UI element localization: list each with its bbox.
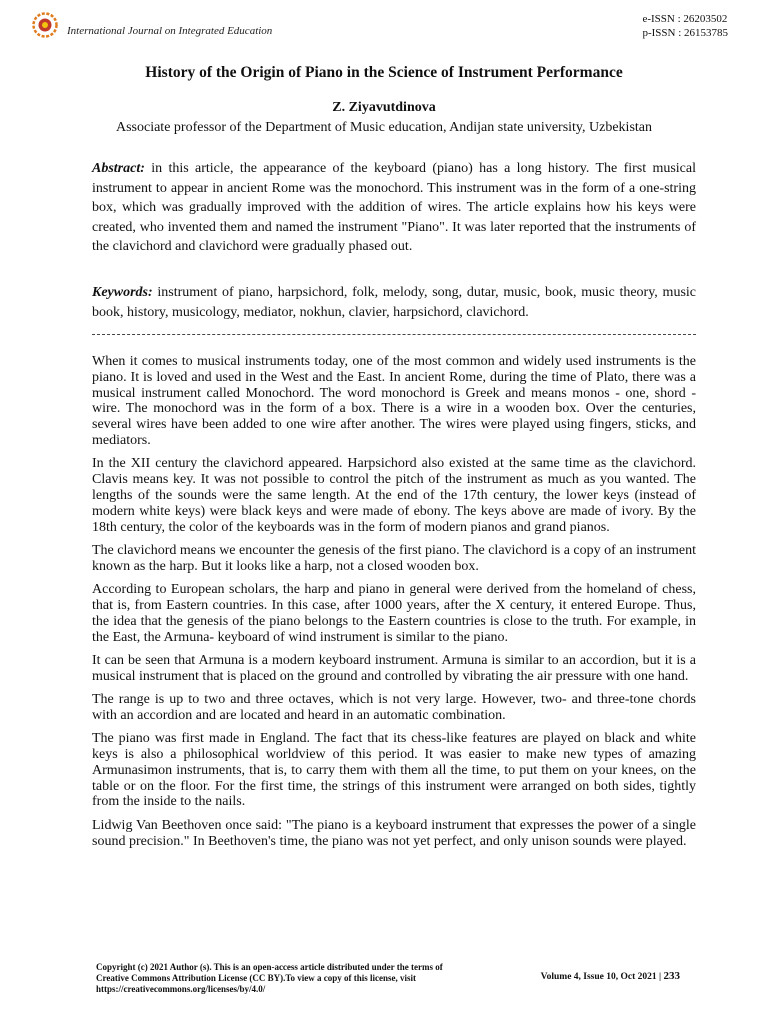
issn-block	[642, 12, 728, 40]
body-paragraph: Lidwig Van Beethoven once said: "The piano is a keyboard instrument that expresses the power of a single sound precision." In Beethoven's time, the piano was not yet perfect, and only unison sounds were played.	[92, 817, 696, 849]
keywords-text: instrument of piano, harpsichord, folk, melody, song, dutar, music, book, music theory, music book, history, musicology, mediator, nokhun, clavier, harpsichord, clavichord.	[92, 285, 696, 320]
keywords	[92, 283, 696, 322]
keywords-label: Keywords:	[92, 285, 153, 300]
page-number: 233	[663, 970, 680, 982]
article-author: Z. Ziyavutdinova	[332, 100, 436, 115]
abstract	[92, 159, 696, 257]
p-issn: p-ISSN : 26153785	[642, 27, 728, 39]
journal-name: International Journal on Integrated Education	[67, 25, 273, 37]
abstract-label: Abstract:	[92, 161, 145, 176]
body-paragraph: The piano was first made in England. The fact that its chess-like features are played on black and white keys is also a philosophical worldview of this period. It was easier to make new types of amazing Armunasimon instruments, that is, to carry them with them all the time, to put them on your knees, on the table or on the floor. For the first time, the strings of this instrument were arranged on both sides, tightly from the inside to the nails.	[92, 731, 696, 810]
article-body	[92, 354, 696, 857]
section-divider	[92, 334, 696, 335]
page-header	[32, 8, 728, 44]
volume-info	[541, 970, 680, 982]
author-affiliation: Associate professor of the Department of Music education, Andijan state university, Uzbekistan	[115, 120, 652, 135]
body-paragraph: According to European scholars, the harp and piano in general were derived from the homeland of chess, that is, from Eastern countries. In this case, after 1000 years, after the X century, it entered Europe. Thus, the idea that the genesis of the piano belongs to the Eastern countries is close to the truth. For example, in the East, the Armuna- keyboard of wind instrument is similar to the piano.	[92, 582, 696, 645]
body-paragraph: In the XII century the clavichord appeared. Harpsichord also existed at the same time as the clavichord. Clavis means key. It was not possible to control the pitch of the instrument as much as you wanted. The lengths of the sounds were the same length. At the end of the 17th century, the lower keys (instead of modern white keys) were black keys and were made of ebony. The keys above are made of ivory. By the 18th century, the color of the keyboards was in the form of modern pianos and grand pianos.	[92, 456, 696, 535]
journal-logo-icon	[32, 12, 58, 38]
body-paragraph: The clavichord means we encounter the genesis of the first piano. The clavichord is a copy of an instrument known as the harp. But it looks like a harp, not a closed wooden box.	[92, 542, 696, 574]
volume-text: Volume 4, Issue 10, Oct 2021 |	[540, 972, 664, 982]
body-paragraph: When it comes to musical instruments today, one of the most common and widely used instruments is the piano. It is loved and used in the West and the East. In ancient Rome, during the time of Plato, there was a musical instrument called Monochord. The word monochord is Greek and means monos - one, shord - wire. The monochord was in the form of a box. There is a wire in a wooden box. Over the centuries, several wires have been added to one wire after another. The wires were played using fingers, sticks, and mediators.	[92, 354, 696, 448]
abstract-text: in this article, the appearance of the keyboard (piano) has a long history. The first musical instrument to appear in ancient Rome was the monochord. This instrument was in the form of a one-string box, which was gradually improved with the addition of wires. The article explains how his keys were created, who invented them and named the instrument "Piano". It was later reported that the instruments of the clavichord and clavichord were gradually phased out.	[92, 161, 696, 254]
article-title: History of the Origin of Piano in the Science of Instrument Performance	[145, 64, 623, 81]
e-issn: e-ISSN : 26203502	[642, 13, 728, 25]
body-paragraph: It can be seen that Armuna is a modern keyboard instrument. Armuna is similar to an accordion, but it is a musical instrument that is placed on the ground and controlled by vibrating the air pressure with one hand.	[92, 652, 696, 684]
body-paragraph: The range is up to two and three octaves, which is not very large. However, two- and three-tone chords with an accordion and are located and heard in an automatic combination.	[92, 692, 696, 723]
copyright-notice: Copyright (c) 2021 Author (s). This is an open-access article distributed under the terms of Creative Commons Attribution License (CC BY).To view a copy of this license, visit https://creativecommons.org/licenses/by/4.0/	[96, 962, 443, 994]
